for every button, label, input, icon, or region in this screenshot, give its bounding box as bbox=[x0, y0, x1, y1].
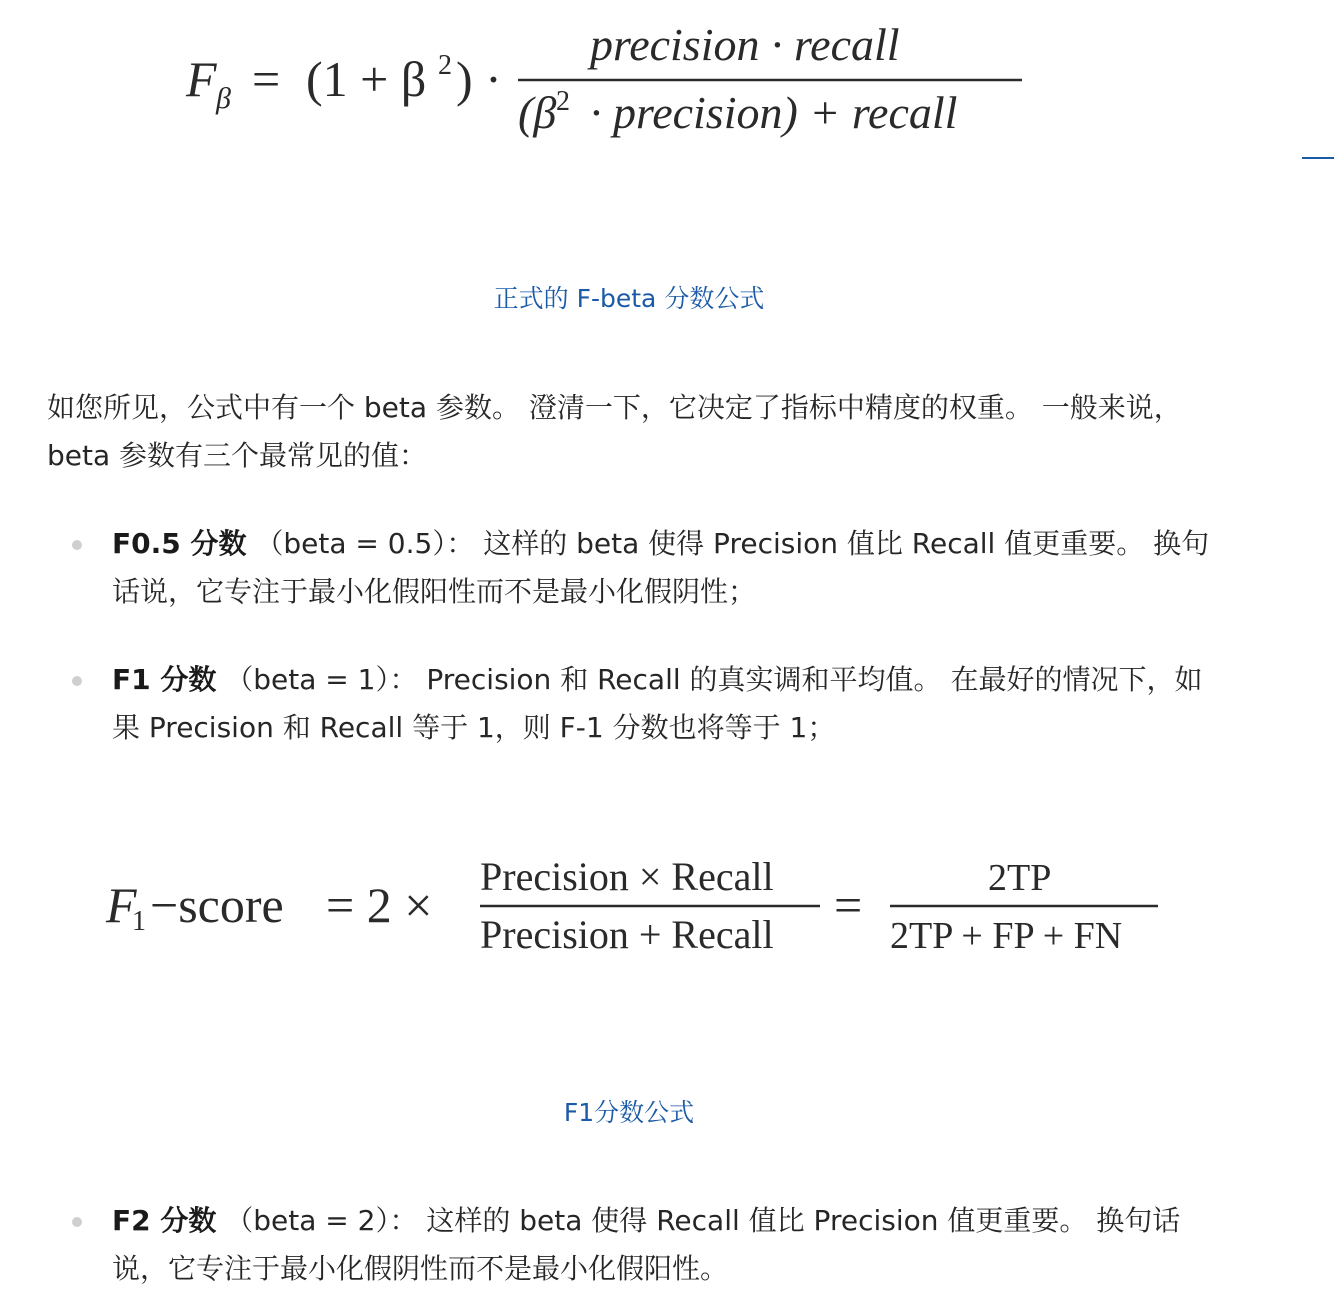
f1-frac1-denominator: Precision + Recall bbox=[480, 912, 774, 957]
fbeta-factor-sup: 2 bbox=[438, 50, 452, 81]
list-item-text bbox=[112, 1197, 1217, 1293]
list-item-description: （beta = 2）： 这样的 beta 使得 Recall 值比 Precision 值更重要。 换句话说，它专注于最小化假阴性而不是最小化假阳性。 bbox=[112, 1204, 1181, 1285]
f1-frac2-numerator: 2TP bbox=[988, 857, 1052, 899]
list-item-term: F2 分数 bbox=[112, 1204, 217, 1237]
list-item-text bbox=[112, 656, 1217, 752]
f1-frac2-denominator: 2TP + FP + FN bbox=[890, 915, 1123, 957]
bullet-dot-icon bbox=[72, 676, 82, 686]
intro-paragraph: 如您所见，公式中有一个 beta 参数。 澄清一下，它决定了指标中精度的权重。 一般来说，beta 参数有三个最常见的值： bbox=[47, 391, 1182, 472]
fbeta-denominator-rest: · precision) + recall bbox=[590, 87, 958, 138]
f1-equals: = bbox=[834, 877, 863, 933]
list-item-term: F1 分数 bbox=[112, 663, 217, 696]
list-item-text bbox=[112, 520, 1217, 616]
f1-frac1-numerator: Precision × Recall bbox=[480, 854, 774, 899]
edge-underline-mark bbox=[1302, 157, 1334, 159]
f1-formula-image bbox=[100, 840, 1170, 970]
caption-fbeta-formula[interactable]: 正式的 F-beta 分数公式 bbox=[493, 284, 765, 313]
list-item-term: F0.5 分数 bbox=[112, 527, 247, 560]
fbeta-equals: = bbox=[252, 51, 281, 107]
fbeta-lhs-sub: β bbox=[216, 82, 231, 115]
list-item-description: （beta = 1）： Precision 和 Recall 的真实调和平均值。 在最好的情况下，如果 Precision 和 Recall 等于 1，则 F-1 分数也将等于 1； bbox=[112, 663, 1203, 744]
fbeta-denominator-open: (β bbox=[518, 87, 557, 138]
fbeta-denominator-sup: 2 bbox=[556, 86, 570, 117]
f1-lhs-rest: −score bbox=[150, 877, 284, 933]
fbeta-numerator: precision · recall bbox=[590, 19, 900, 70]
bullet-dot-icon bbox=[72, 540, 82, 550]
f1-lhs-base: F bbox=[106, 877, 137, 933]
f1-lhs-sub: 1 bbox=[132, 906, 146, 937]
caption-f1-formula[interactable]: F1分数公式 bbox=[563, 1098, 695, 1127]
fbeta-lhs-base: F bbox=[186, 51, 217, 107]
f1-equals-two-times: = 2 × bbox=[326, 877, 433, 933]
fbeta-factor-close: ) · bbox=[456, 51, 502, 107]
list-item-description: （beta = 0.5）： 这样的 beta 使得 Precision 值比 Recall 值更重要。 换句话说，它专注于最小化假阳性而不是最小化假阴性； bbox=[112, 527, 1210, 608]
bullet-dot-icon bbox=[72, 1217, 82, 1227]
fbeta-formula-image bbox=[150, 10, 1050, 150]
fbeta-factor: (1 + β bbox=[306, 51, 427, 107]
